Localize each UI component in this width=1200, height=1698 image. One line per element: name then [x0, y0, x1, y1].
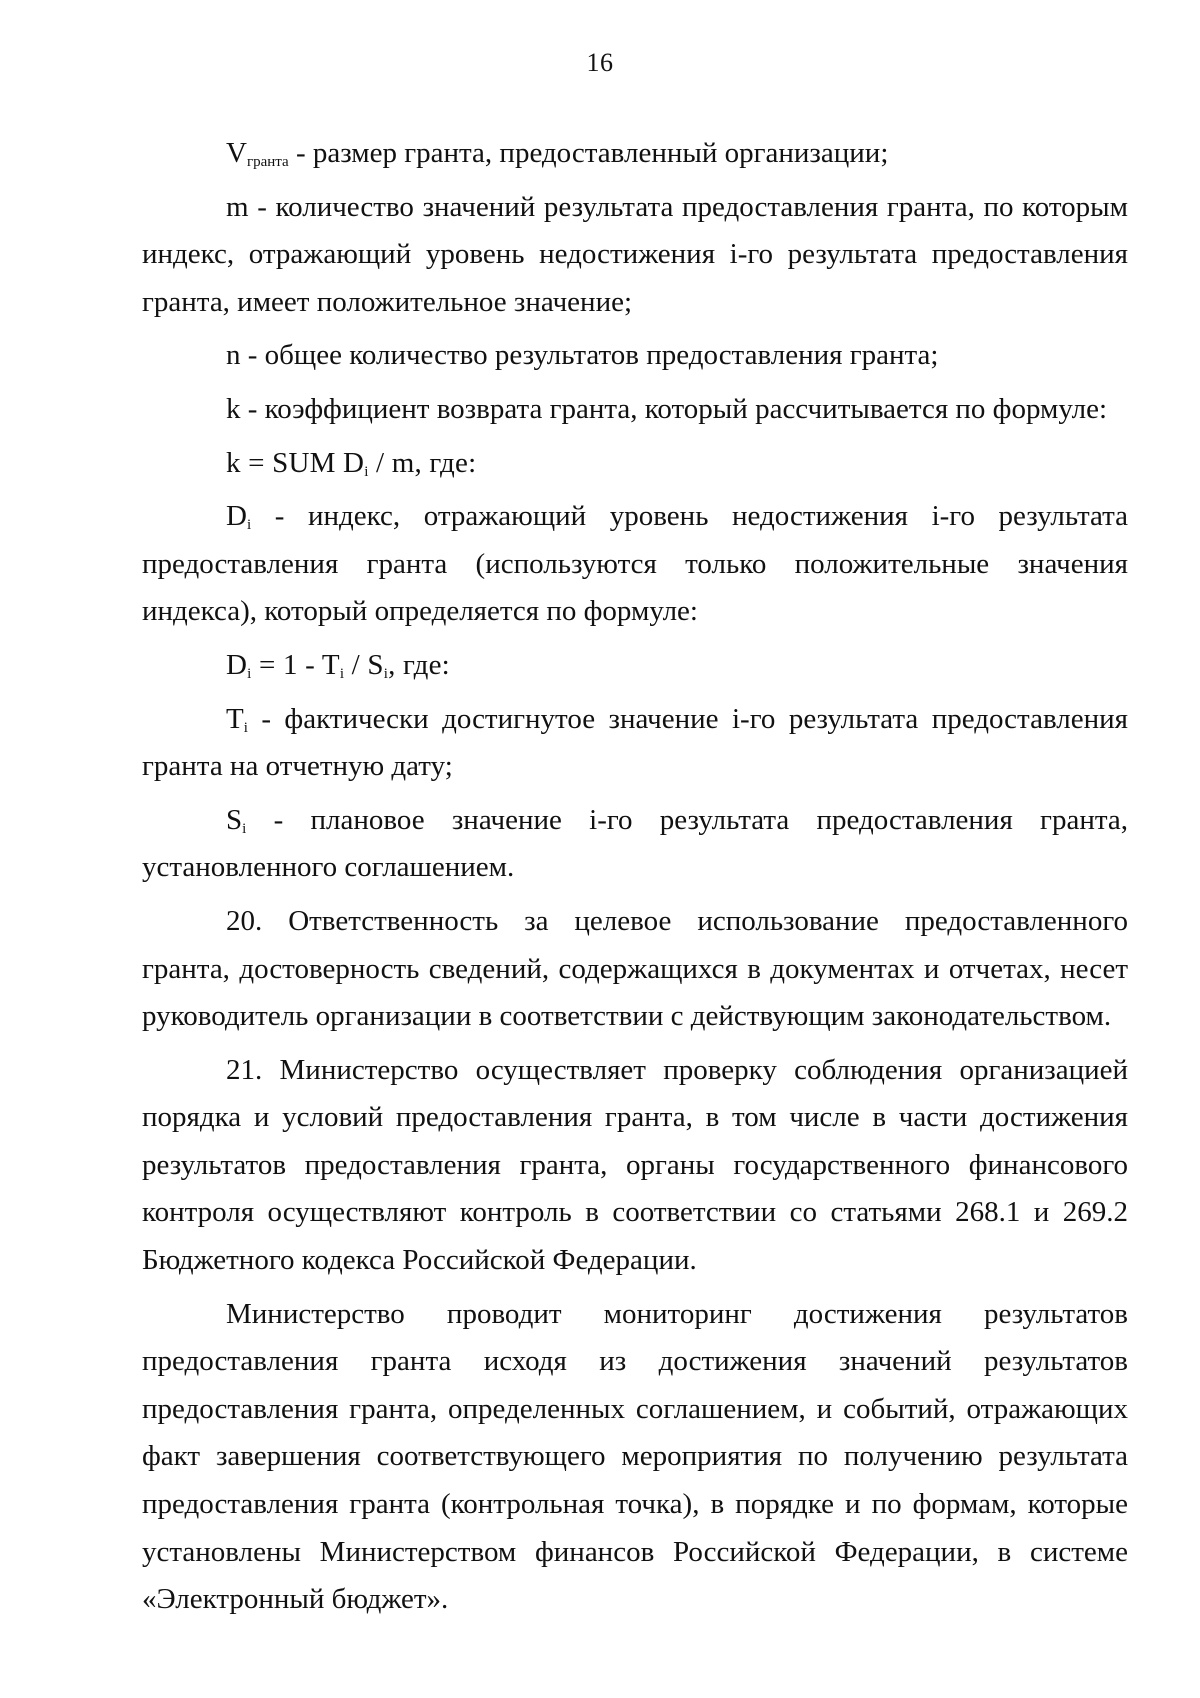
k-formula — [142, 440, 1128, 488]
v-definition-text: - размер гранта, предоставленный организации; — [288, 137, 889, 169]
si-subscript: i — [242, 820, 247, 837]
di-subscript: i — [246, 517, 252, 534]
di-formula-part-b: = 1 - T — [251, 648, 340, 681]
v-symbol: V — [226, 137, 247, 169]
ti-subscript: i — [243, 719, 248, 736]
di-formula-part-c: / S — [344, 648, 384, 681]
ti-symbol: T — [226, 702, 244, 735]
si-definition-text: - плановое значение i-го результата предоставления гранта, установленного соглашением. — [142, 803, 1128, 884]
k-definition: k - коэффициент возврата гранта, который рассчитывается по формуле: — [226, 392, 1108, 425]
k-formula-part-b: / m, где: — [368, 446, 477, 479]
di-definition — [142, 493, 1128, 636]
n-definition: n - общее количество результатов предоставления гранта; — [226, 339, 939, 372]
di-definition-text: - индекс, отражающий уровень недостижения i-го результата предоставления гранта (используются только положительные значения индекса), который определяется по формуле: — [142, 500, 1128, 628]
paragraph-20: 20. Ответственность за целевое использование предоставленного гранта, достоверность сведений, содержащихся в документах и отчетах, несет руководитель организации в соответствии с действующим законодательством. — [142, 904, 1128, 1033]
k-formula-subscript: i — [364, 463, 369, 480]
di-formula — [142, 642, 1128, 690]
di-formula-subscript-1: i — [247, 665, 252, 682]
page-number: 16 — [586, 48, 614, 77]
ti-definition-text: - фактически достигнутое значение i-го результата предоставления гранта на отчетную дату; — [142, 702, 1128, 783]
di-formula-subscript-2: i — [339, 665, 345, 682]
ti-definition — [142, 696, 1128, 791]
di-symbol: D — [226, 500, 247, 533]
k-formula-part-a: k = SUM D — [226, 446, 365, 479]
m-definition: m - количество значений результата предоставления гранта, по которым индекс, отражающий уровень недостижения i-го результата предоставления гранта, имеет положительное значение; — [142, 190, 1128, 318]
v-subscript: гранта — [246, 154, 289, 170]
di-formula-subscript-3: i — [383, 665, 389, 682]
di-formula-part-a: D — [226, 648, 248, 681]
si-definition — [142, 797, 1128, 892]
v-grant-definition — [142, 130, 1128, 178]
paragraph-21: 21. Министерство осуществляет проверку соблюдения организацией порядка и условий предоставления гранта, в том числе в части достижения результатов предоставления гранта, органы государственного финансового контроля осуществляют контроль в соответствии со статьями 268.1 и 269.2 Бюджетного кодекса Российской Федерации. — [142, 1053, 1128, 1277]
si-symbol: S — [226, 803, 243, 836]
document-body — [142, 130, 1128, 1630]
di-formula-part-d: , где: — [388, 648, 450, 681]
paragraph-monitoring: Министерство проводит мониторинг достижения результатов предоставления гранта исходя из достижения значений результатов предоставления гранта, определенных соглашением, и событий, отражающих факт завершения соответствующего мероприятия по получению результата предоставления гранта (контрольная точка), в порядке и по формам, которые установлены Министерством финансов Российской Федерации, в системе «Электронный бюджет». — [142, 1297, 1128, 1616]
